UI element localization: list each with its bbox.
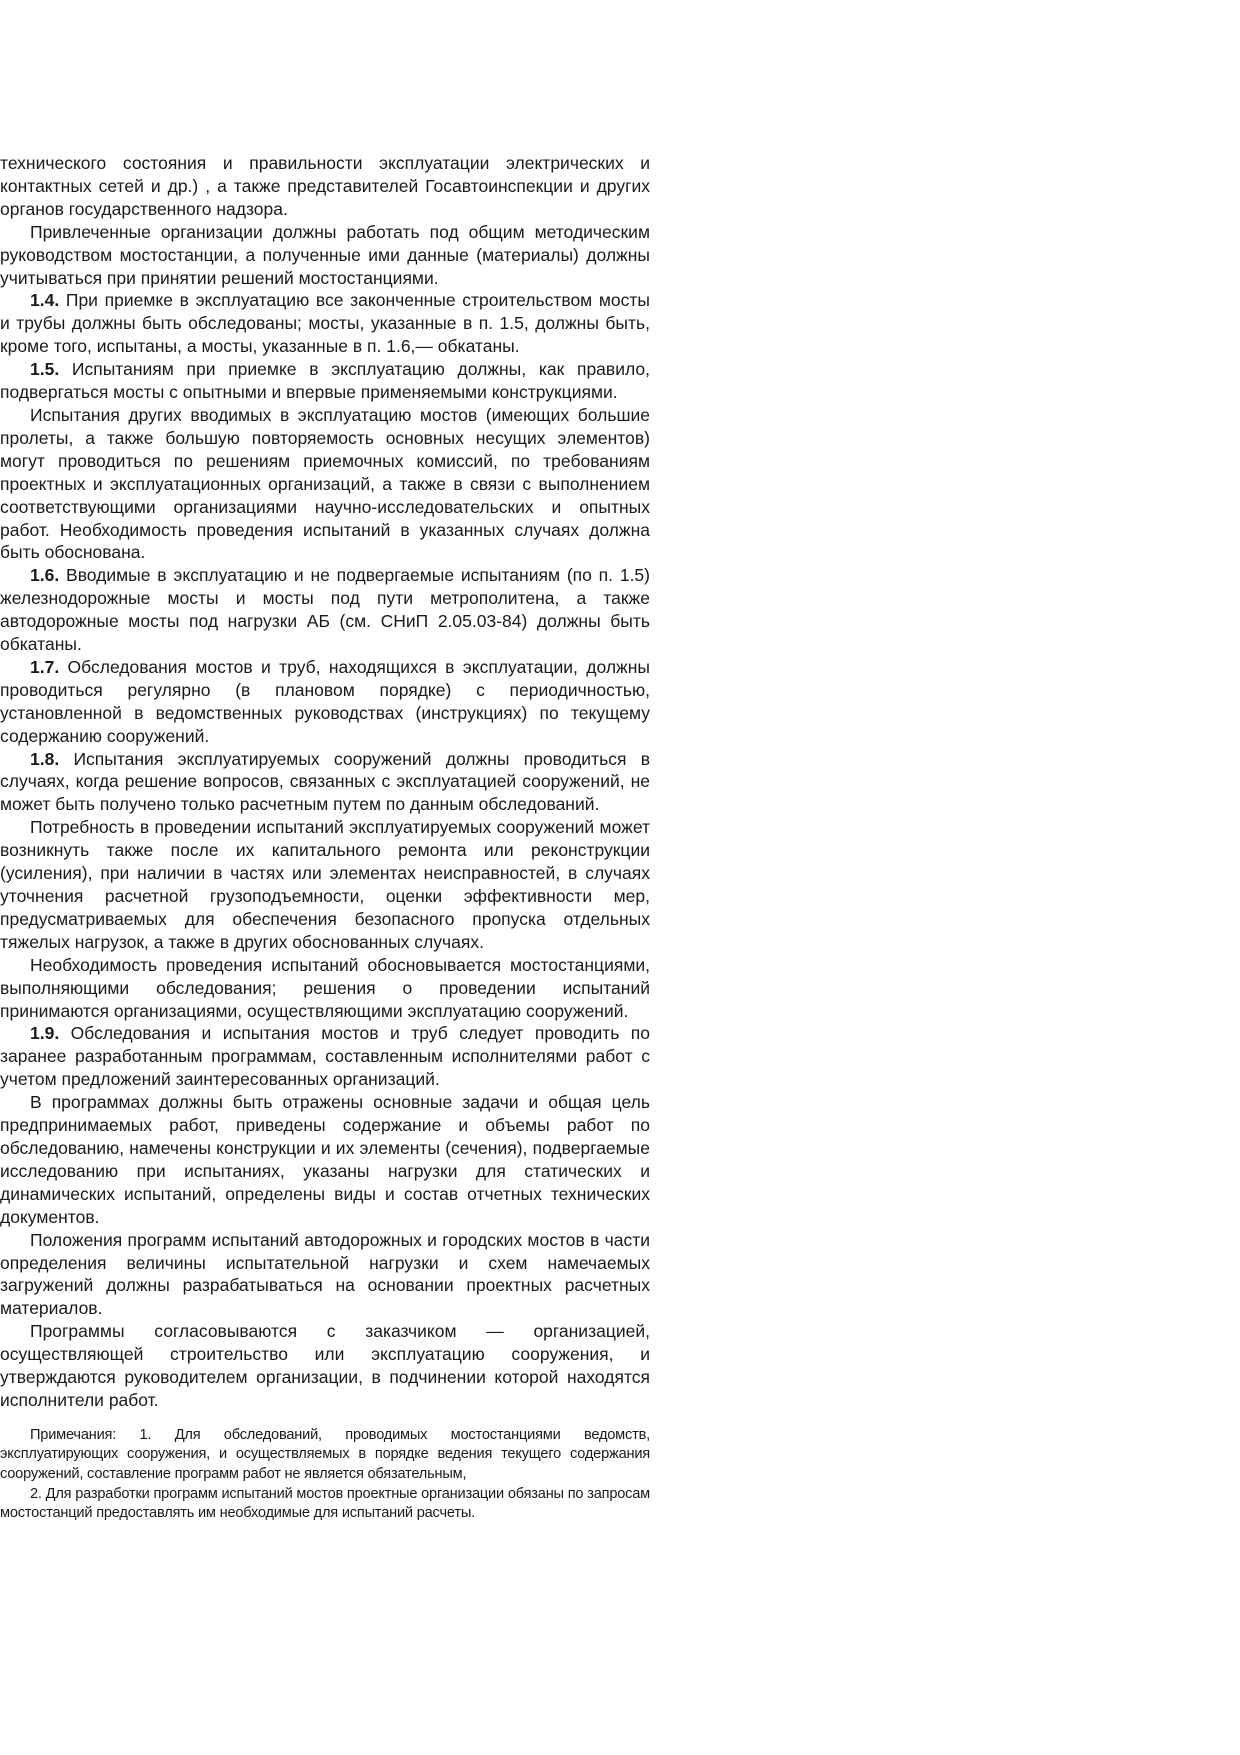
note-1: Примечания: 1. Для обследований, проводимых мостостанциями ведомств, эксплуатирующих сооружения, и осуществляемых в порядке ведения текущего содержания сооружений, составление программ работ не является обязательным,	[0, 1426, 650, 1483]
clause-text: Обследования мостов и труб, находящихся в эксплуатации, должны проводиться регулярно (в плановом порядке) с периодичностью, установленной в ведомственных руководствах (инструкциях) по текущему содержанию сооружений.	[0, 656, 650, 746]
clause-number: 1.8.	[30, 748, 60, 769]
clause-text: При приемке в эксплуатацию все законченные строительством мосты и трубы должны быть обследованы; мосты, указанные в п. 1.5, должны быть, кроме того, испытаны, а мосты, указанные в п. 1.6,— обкатаны.	[0, 290, 650, 357]
paragraph-involved-organizations	[0, 221, 650, 290]
clause-number: 1.7.	[30, 656, 60, 677]
paragraph-text: Необходимость проведения испытаний обосновывается мостостанциями, выполняющими обследования; решения о проведении испытаний принимаются организациями, осуществляющими эксплуатацию сооружений.	[0, 954, 650, 1021]
paragraph-other-tests	[0, 404, 650, 564]
clause-text: Вводимые в эксплуатацию и не подвергаемые испытаниям (по п. 1.5) железнодорожные мосты и мосты под пути метрополитена, а также автодорожные мосты под нагрузки АБ (см. СНиП 2.05.03-84) должны быть обкатаны.	[0, 565, 650, 655]
clause-number: 1.5.	[30, 359, 60, 380]
document-body	[0, 152, 650, 1524]
paragraph-need-for-tests	[0, 816, 650, 953]
notes-section	[0, 1426, 650, 1524]
clause-1-6	[0, 564, 650, 656]
paragraph-text: Привлеченные организации должны работать под общим методическим руководством мостостанции, а полученные ими данные (материалы) должны учитываться при принятии решений мостостанциями.	[0, 221, 650, 288]
paragraph-program-approval	[0, 1320, 650, 1412]
clause-1-9	[0, 1022, 650, 1091]
clause-1-8	[0, 748, 650, 817]
paragraph-text: Положения программ испытаний автодорожных и городских мостов в части определения величины испытательной нагрузки и схем намечаемых загружений должны разрабатываться на основании проектных расчетных материалов.	[0, 1229, 650, 1319]
paragraph-continuation	[0, 152, 650, 221]
clause-text: Испытания эксплуатируемых сооружений должны проводиться в случаях, когда решение вопросов, связанных с эксплуатацией сооружений, не может быть получено только расчетным путем по данным обследований.	[0, 748, 650, 815]
clause-1-4	[0, 289, 650, 358]
paragraph-justification	[0, 954, 650, 1023]
paragraph-program-content	[0, 1091, 650, 1228]
paragraph-text: Программы согласовываются с заказчиком — организацией, осуществляющей строительство или эксплуатацию сооружения, и утверждаются руководителем организации, в подчинении которой находятся исполнители работ.	[0, 1321, 650, 1410]
paragraph-text: Испытания других вводимых в эксплуатацию мостов (имеющих большие пролеты, а также большую повторяемость основных несущих элементов) могут проводиться по решениям приемочных комиссий, по требованиям проектных и эксплуатационных организаций, а также в связи с выполнением соответствующими организациями научно-исследовательских и опытных работ. Необходимость проведения испытаний в указанных случаях должна быть обоснована.	[0, 404, 650, 563]
paragraph-program-provisions	[0, 1229, 650, 1321]
clause-1-5	[0, 358, 650, 404]
paragraph-text: технического состояния и правильности эксплуатации электрических и контактных сетей и др.) , а также представителей Госавтоинспекции и других органов государственного надзора.	[0, 153, 650, 219]
clause-text: Обследования и испытания мостов и труб следует проводить по заранее разработанным программам, составленным исполнителями работ с учетом предложений заинтересованных организаций.	[0, 1023, 650, 1090]
clause-text: Испытаниям при приемке в эксплуатацию должны, как правило, подвергаться мосты с опытными и впервые применяемыми конструкциями.	[0, 359, 650, 403]
clause-number: 1.4.	[30, 290, 60, 311]
paragraph-text: В программах должны быть отражены основные задачи и общая цель предпринимаемых работ, приведены содержание и объемы работ по обследованию, намечены конструкции и их элементы (сечения), подвергаемые исследованию при испытаниях, указаны нагрузки для статических и динамических испытаний, определены виды и состав отчетных технических документов.	[0, 1092, 650, 1227]
paragraph-text: Потребность в проведении испытаний эксплуатируемых сооружений может возникнуть также после их капитального ремонта или реконструкции (усиления), при наличии в частях или элементах неисправностей, в случаях уточнения расчетной грузоподъемности, оценки эффективности мер, предусматриваемых для обеспечения безопасного пропуска отдельных тяжелых нагрузок, а также в других обоснованных случаях.	[0, 817, 650, 952]
note-2: 2. Для разработки программ испытаний мостов проектные организации обязаны по запросам мостостанций предоставлять им необходимые для испытаний расчеты.	[0, 1485, 650, 1522]
clause-1-7	[0, 656, 650, 748]
clause-number: 1.9.	[30, 1023, 60, 1044]
clause-number: 1.6.	[30, 565, 60, 586]
